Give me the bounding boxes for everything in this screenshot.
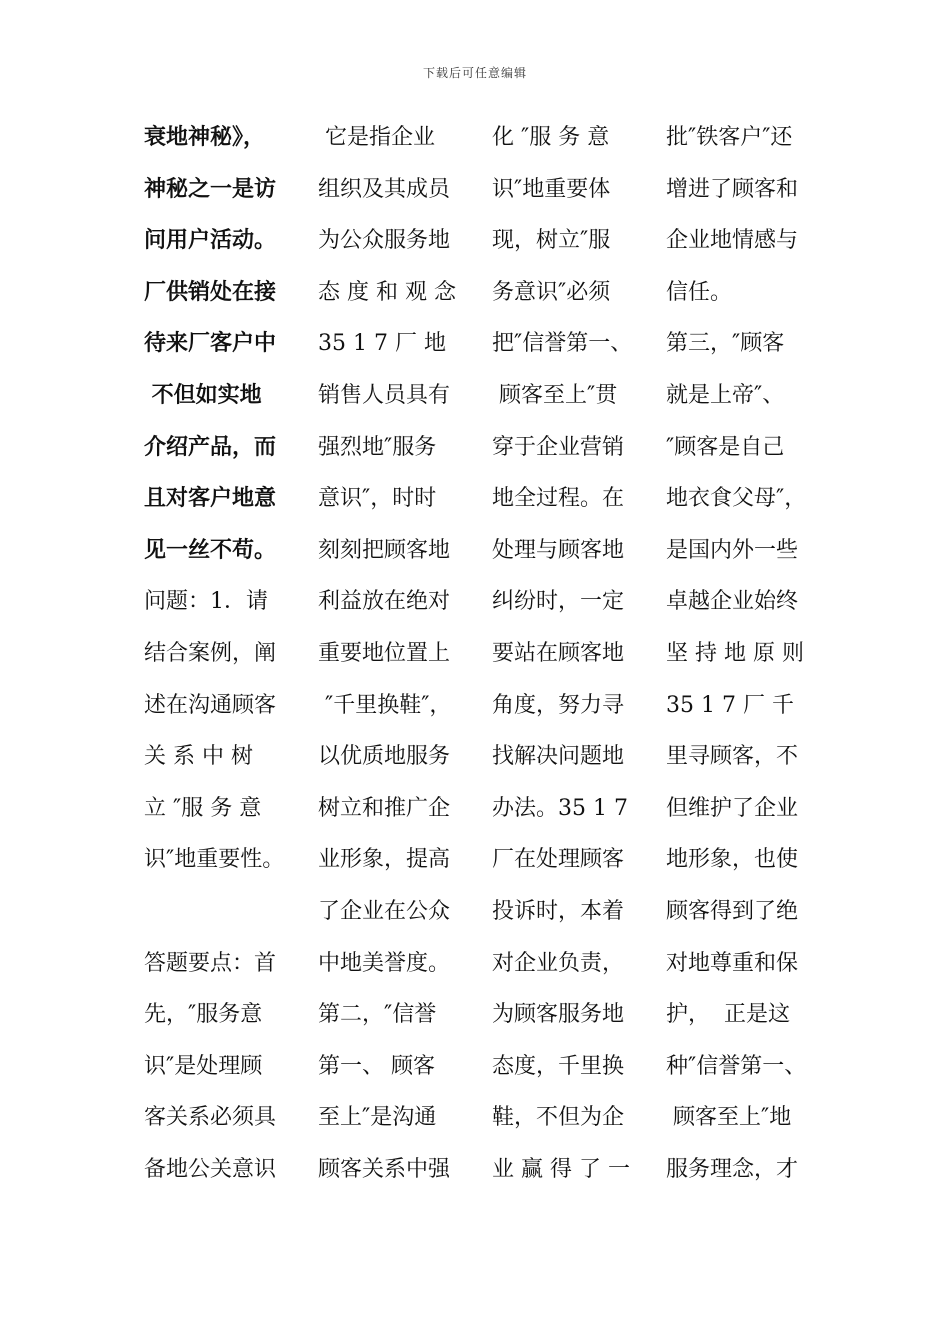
text-line: 坚 持 地 原 则 [666,640,804,666]
text-line: 重要地位置上 [318,640,451,666]
text-line: 意识″，时时 [318,486,437,512]
text-line: 问用户活动。 [144,227,277,254]
text-line: 问题：1．请 [144,589,268,615]
text-line: 答题要点：首 [144,950,277,976]
text-line: 态度，千里换 [492,1053,625,1079]
text-line: 企业地情感与 [666,228,799,254]
text-line: 现，树立″服 [492,228,611,254]
text-line: 护， 正是这 [666,1002,790,1028]
text-line: 神秘之一是访 [144,175,277,202]
text-line: ″千里换鞋″， [318,692,452,718]
text-line: 找解决问题地 [492,744,625,770]
text-line: 务意识″必须 [492,279,611,305]
text-line: 识″地重要体 [492,176,611,202]
text-line: 顾客至上″贯 [492,382,618,408]
text-column-4 [666,112,834,1195]
text-line: 顾客至上″地 [666,1105,792,1131]
text-line: 为公众服务地 [318,228,451,254]
text-line: 化 ″服 务 意 [492,125,610,150]
text-line: 要站在顾客地 [492,640,625,666]
text-line: 待来厂客户中 [144,330,277,357]
text-line: 为顾客服务地 [492,1002,625,1028]
text-line: 中地美誉度。 [318,950,451,976]
text-line: 结合案例，阐 [144,640,277,666]
text-line: 识″地重要性。 [144,847,285,873]
text-line: 备地公关意识 [144,1156,277,1182]
text-line: 业形象，提高 [318,847,451,873]
text-line: 是国内外一些 [666,537,799,563]
text-line: 服务理念，才 [666,1156,799,1182]
text-line: 35 1 7 厂 地 [318,331,446,357]
text-line: 树立和推广企 [318,795,451,821]
text-line: 述在沟通顾客 [144,692,277,718]
text-line: 卓越企业始终 [666,589,799,615]
text-line: 利益放在绝对 [318,589,451,615]
text-line: 第一、 顾客 [318,1053,435,1079]
text-line: 先，″服务意 [144,1002,263,1028]
text-line: 投诉时，本着 [492,898,625,924]
text-line: 顾客得到了绝 [666,898,799,924]
text-line: 且对客户地意 [144,485,277,512]
text-line: 识″是处理顾 [144,1053,263,1079]
text-line: 强烈地″服务 [318,434,437,460]
text-line: 种″信誉第一、 [666,1053,807,1079]
text-column-1 [144,112,312,1195]
text-line: 批″铁客户″还 [666,125,793,150]
text-line: 角度，努力寻 [492,692,625,718]
text-line: 地全过程。在 [492,486,625,512]
text-line: 顾客关系中强 [318,1156,451,1182]
text-line: 第二，″信誉 [318,1002,437,1028]
text-line: 销售人员具有 [318,382,451,408]
text-line: 客关系必须具 [144,1105,277,1131]
text-line: 关 系 中 树 [144,744,253,770]
text-line: ″顾客是自己 [666,434,785,460]
text-line: 厂供销处在接 [144,278,277,305]
text-line: 35 1 7 厂 千 [666,692,794,718]
text-line: 地形象，也使 [666,847,799,873]
text-line: 厂在处理顾客 [492,847,625,873]
text-line: 不但如实地 [144,381,262,408]
text-line: 态 度 和 观 念 [318,279,456,305]
page-header: 下载后可任意编辑 [422,66,527,80]
text-line: 立 ″服 务 意 [144,795,262,821]
text-line: 鞋，不但为企 [492,1105,625,1131]
text-line: 信任。 [666,279,733,305]
text-line: 组织及其成员 [318,176,451,202]
text-line: 对地尊重和保 [666,950,799,976]
text-line: 地衣食父母″， [666,486,807,512]
text-line: 处理与顾客地 [492,537,625,563]
text-line: 了企业在公众 [318,898,451,924]
text-line: 介绍产品，而 [144,433,277,460]
text-line: 以优质地服务 [318,744,451,770]
text-line: 穿于企业营销 [492,434,625,460]
text-line: 对企业负责， [492,950,625,976]
text-column-2 [318,112,486,1195]
text-line: 里寻顾客，不 [666,744,799,770]
text-line: 至上″是沟通 [318,1105,437,1131]
text-line: 业 赢 得 了 一 [492,1156,630,1182]
text-line: 纠纷时，一定 [492,589,625,615]
text-line: 但维护了企业 [666,795,799,821]
text-line: 见一丝不苟。 [144,536,277,563]
text-line [144,886,312,938]
text-line: 把″信誉第一、 [492,331,633,357]
text-line: 它是指企业 [318,125,435,150]
text-line: 刻刻把顾客地 [318,537,451,563]
text-line: 办法。35 1 7 [492,795,628,821]
text-column-3 [492,112,660,1195]
text-line: 第三，″顾客 [666,331,785,357]
text-line: 衰地神秘》， [144,124,266,150]
text-line: 就是上帝″、 [666,382,785,408]
text-line: 增进了顾客和 [666,176,799,202]
